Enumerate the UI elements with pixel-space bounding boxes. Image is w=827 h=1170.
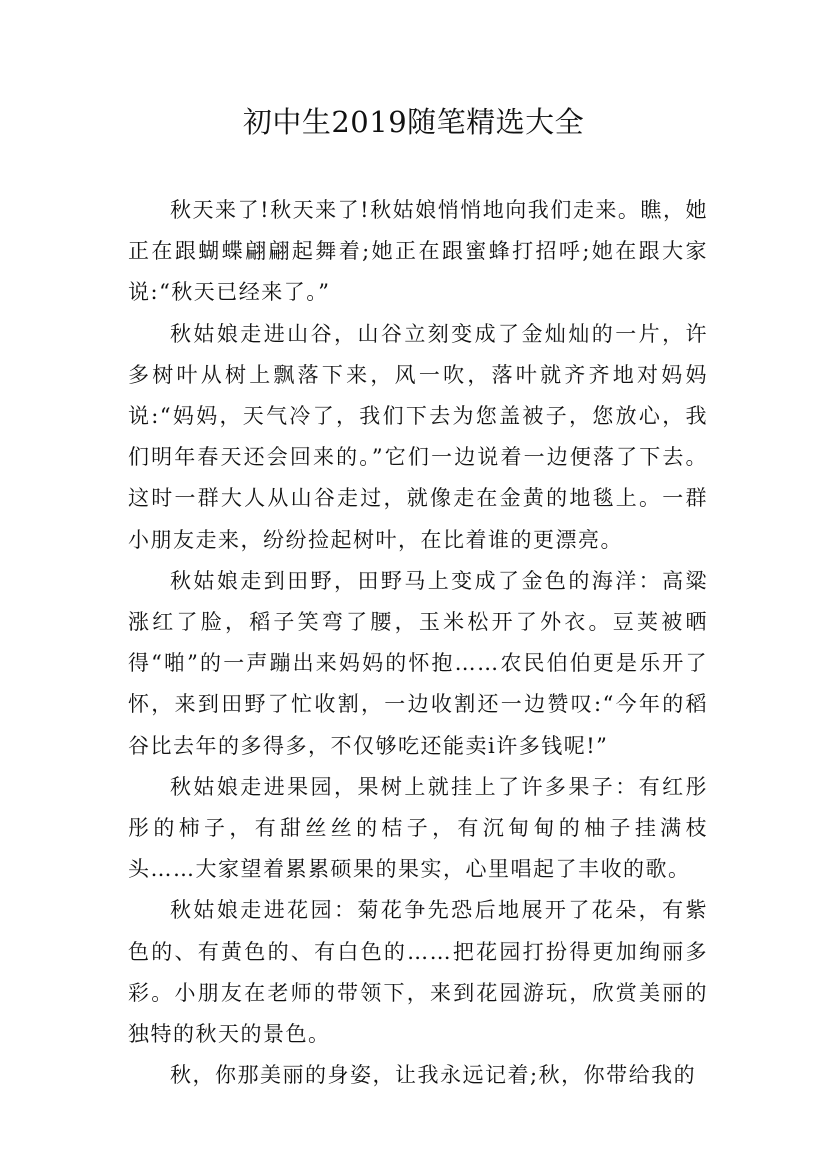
document-title: 初中生2019随笔精选大全: [242, 105, 585, 139]
paragraph: 秋姑娘走到田野，田野马上变成了金色的海洋：高粱涨红了脸，稻子笑弯了腰，玉米松开了外衣。豆荚被晒得“啪”的一声蹦出来妈妈的怀抱……农民伯伯更是乐开了怀，来到田野了忙收割，一边收割还一边赞叹:“今年的稻谷比去年的多得多，不仅够吃还能卖i许多钱呢!”: [128, 568, 708, 758]
paragraph: 秋姑娘走进山谷，山谷立刻变成了金灿灿的一片，许多树叶从树上飘落下来，风一吹，落叶就齐齐地对妈妈说:“妈妈，天气冷了，我们下去为您盖被子，您放心，我们明年春天还会回来的。”它们一边说着一边便落了下去。这时一群大人从山谷走过，就像走在金黄的地毯上。一群小朋友走来，纷纷捡起树叶，在比着谁的更漂亮。: [128, 321, 708, 552]
paragraph: 秋姑娘走进花园：菊花争先恐后地展开了花朵，有紫色的、有黄色的、有白色的……把花园打扮得更加绚丽多彩。小朋友在老师的带领下，来到花园游玩，欣赏美丽的独特的秋天的景色。: [128, 898, 708, 1047]
paragraph: 秋姑娘走进果园，果树上就挂上了许多果子：有红彤彤的柿子，有甜丝丝的桔子，有沉甸甸的柚子挂满枝头……大家望着累累硕果的果实，心里唱起了丰收的歌。: [128, 774, 708, 882]
paragraph: 秋，你那美丽的身姿，让我永远记着;秋，你带给我的: [170, 1063, 697, 1088]
paragraph: 秋天来了!秋天来了!秋姑娘悄悄地向我们走来。瞧，她正在跟蝴蝶翩翩起舞着;她正在跟蜜蜂打招呼;她在跟大家说:“秋天已经来了。”: [128, 198, 708, 305]
document-body: [128, 190, 708, 1096]
